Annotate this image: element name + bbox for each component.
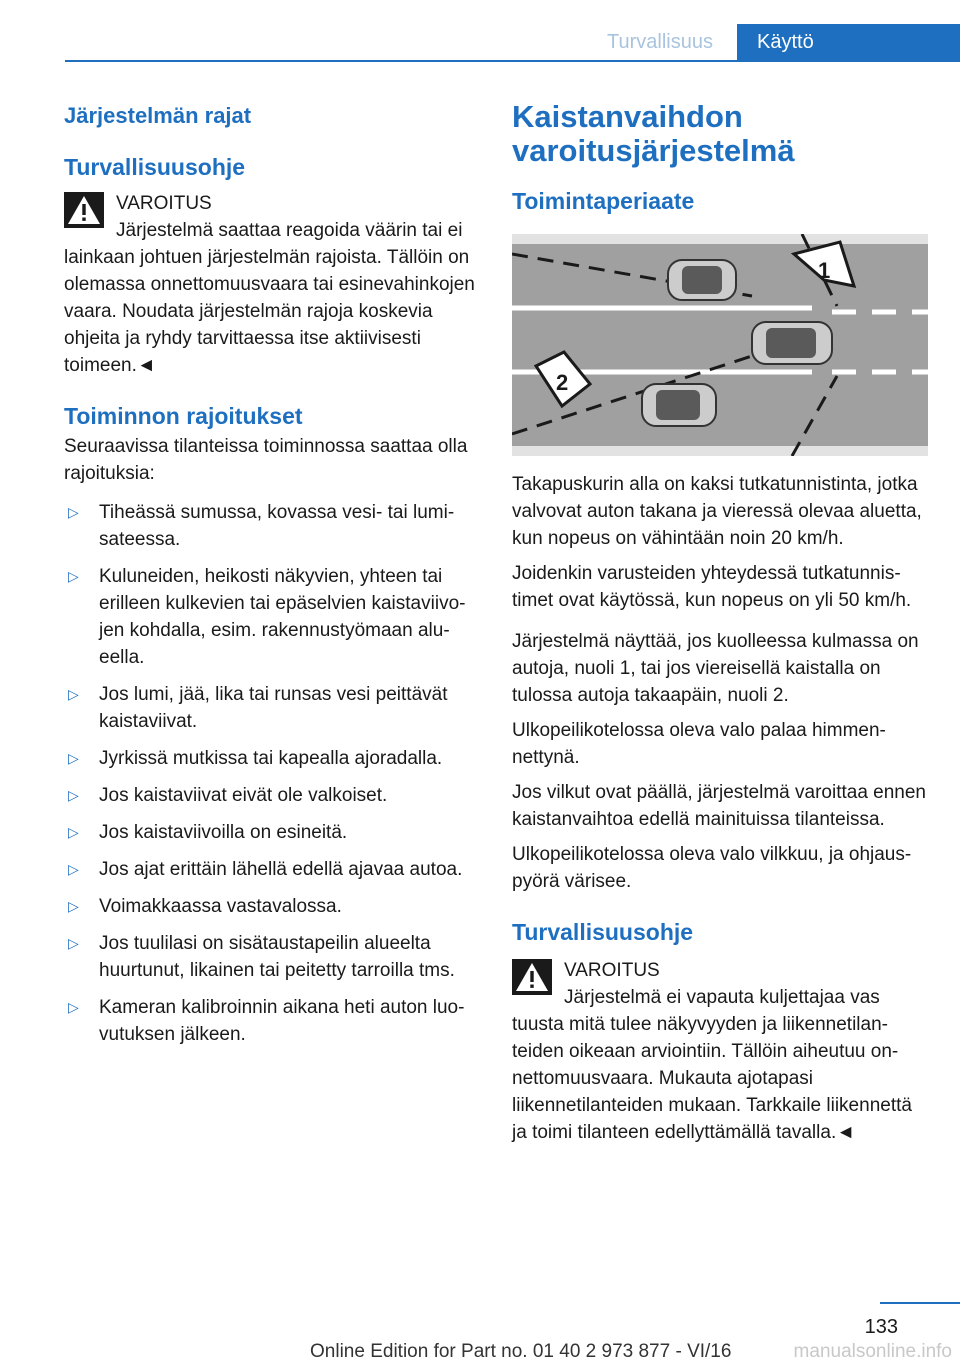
- arrow-2-label: 2: [556, 370, 569, 395]
- warning-block-right: [512, 957, 928, 1146]
- paragraph-arrows: Järjestelmä näyttää, jos kuolleessa kulmassa on autoja, nuoli 1, tai jos viereisellä kaistalla on tulossa autoja takaapäin, nuoli 2.: [512, 631, 919, 706]
- page-number: 133: [864, 1316, 898, 1338]
- safety-heading-left: Turvallisuusohje: [64, 154, 246, 180]
- warning-text: tuusta mitä tulee näkyvyyden ja liikennetilanteiden oikeaan arviointiin. Tällöin aiheutuu onnettomuusvaara. Mukauta ajotapasi liikennetilanteiden mukaan. Tarkkaile liikennettä ja toimi tilanteen edellyttämällä tavalla.◄: [512, 1014, 912, 1143]
- paragraph-mirror-flash: Ulkopeilikotelossa oleva valo vilkkuu, ja ohjauspyörä värisee.: [512, 844, 912, 892]
- header-chapter-tab: Käyttö: [737, 24, 960, 60]
- list-item: ▷ Jos ajat erittäin lähellä edellä ajavaa autoa.: [68, 859, 463, 880]
- list-item: ▷ Kuluneiden, heikosti näkyvien, yhteen tai erilleen kulkevien tai epäselvien kaistaviivojen kohdalla, esim. rakennustyömaan alueella.: [68, 566, 466, 668]
- paragraph-indicator: Jos vilkut ovat päällä, järjestelmä varoittaa ennen kaistanvaihtoa edellä mainituissa tilanteissa.: [512, 782, 927, 830]
- list-item: ▷ Jyrkissä mutkissa tai kapealla ajoradalla.: [68, 748, 443, 769]
- list-item: ▷ Tiheässä sumussa, kovassa vesi- tai lumisateessa.: [68, 502, 455, 550]
- right-column: [512, 100, 928, 1146]
- car-rear-bottom: [642, 384, 716, 426]
- warning-text: lainkaan johtuen järjestelmän rajoista. Tällöin on olemassa onnettomuusvaara tai esinevahinkojen vaara. Noudata järjestelmän rajoja koskevia ohjeita ja ryhdy tarvittaessa itse aktiivisesti toimeen.◄: [64, 247, 475, 376]
- road-shoulder-bottom: [512, 446, 928, 456]
- watermark: manualsonline.info: [793, 1341, 952, 1362]
- list-item: ▷ Jos lumi, jää, lika tai runsas vesi peittävät kaistaviivat.: [68, 684, 448, 732]
- warning-label: VAROITUS: [564, 960, 660, 981]
- warning-label: VAROITUS: [116, 193, 212, 214]
- safety-heading-right: Turvallisuusohje: [512, 919, 694, 945]
- header-section-tab: Turvallisuus: [607, 30, 713, 53]
- arrow-1-label: 1: [818, 258, 831, 283]
- paragraph-mirror-dim: Ulkopeilikotelossa oleva valo palaa himmennettynä.: [512, 720, 886, 768]
- left-column: [64, 100, 478, 1058]
- list-item: ▷ Jos kaistaviivoilla on esineitä.: [68, 822, 348, 843]
- warning-triangle-icon: [512, 959, 552, 995]
- list-item: ▷ Voimakkaassa vastavalossa.: [68, 896, 342, 917]
- list-item: ▷ Jos kaistaviivat eivät ole valkoiset.: [68, 785, 388, 806]
- header-rule: [65, 60, 960, 62]
- limits-heading: Toiminnon rajoitukset: [64, 403, 303, 429]
- warning-first-line: Järjestelmä ei vapauta kuljettajaa vas: [564, 987, 880, 1008]
- limits-list: [64, 499, 478, 1048]
- lane-change-diagram: [512, 234, 928, 456]
- car-own: [752, 322, 832, 364]
- limits-intro: Seuraavissa tilanteissa toiminnossa saattaa olla rajoituksia:: [64, 436, 468, 484]
- warning-first-line: Järjestelmä saattaa reagoida väärin tai ei: [116, 220, 463, 241]
- edition-note: Online Edition for Part no. 01 40 2 973 877 - VI/16: [310, 1341, 732, 1362]
- paragraph-radar: Takapuskurin alla on kaksi tutkatunnistinta, jotka valvovat auton takana ja vieressä olevaa aluetta, kun nopeus on vähintään noin 20 km/h.: [512, 474, 922, 549]
- warning-triangle-icon: [64, 192, 104, 228]
- principle-heading: Toimintaperiaate: [512, 188, 695, 214]
- paragraph-activation: Joidenkin varusteiden yhteydessä tutkatunnistimet ovat käytössä, kun nopeus on yli 50 km/h.: [512, 563, 912, 611]
- lane-change-title: Kaistanvaihdon varoitusjärjestelmä: [512, 99, 795, 168]
- footer-rule: [880, 1302, 960, 1304]
- road-shoulder-top: [512, 234, 928, 244]
- warning-block-left: [64, 190, 478, 379]
- car-rear-top: [668, 260, 736, 300]
- list-item: ▷ Jos tuulilasi on sisätaustapeilin alueelta huurtunut, likainen tai peitetty tarroilla tms.: [68, 933, 455, 981]
- list-item: ▷ Kameran kalibroinnin aikana heti auton luovutuksen jälkeen.: [68, 997, 465, 1045]
- system-limits-title: Järjestelmän rajat: [64, 103, 252, 128]
